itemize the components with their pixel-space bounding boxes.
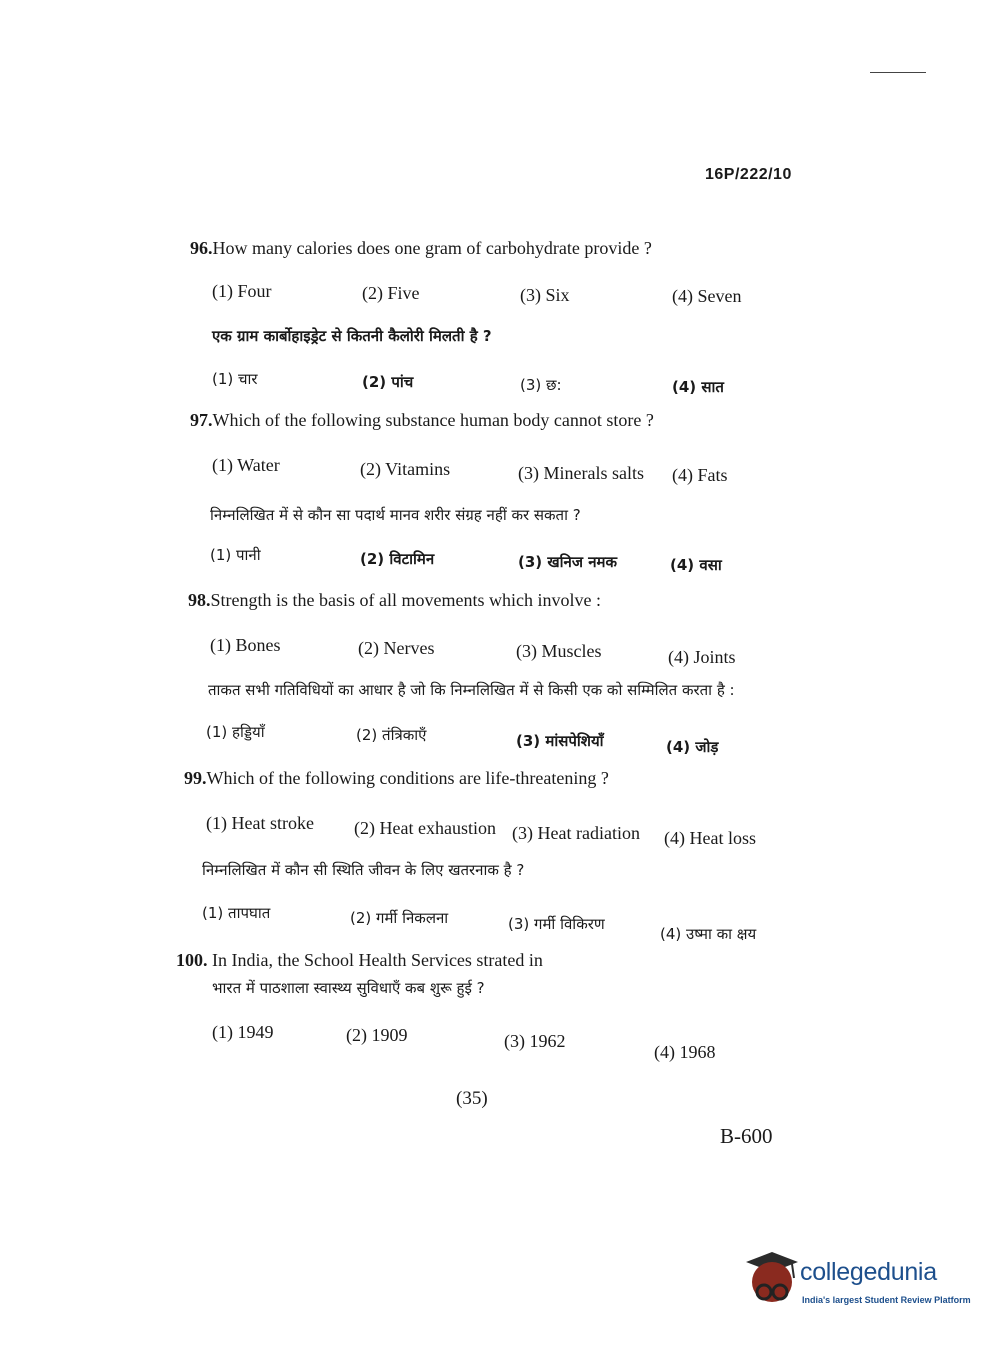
option: (3) Heat radiation (512, 823, 640, 843)
option: (2) Nerves (358, 638, 435, 658)
hindi-option: (3) गर्मी विकिरण (508, 915, 605, 933)
hindi-option: (1) हड्डियाँ (206, 723, 265, 741)
hindi-option: (4) सात (672, 378, 724, 396)
hindi-option: (4) उष्मा का क्षय (660, 925, 757, 943)
option: (2) Five (362, 283, 420, 303)
question-number: 97. (190, 410, 213, 430)
question-text: Strength is the basis of all movements which involve : (210, 590, 601, 610)
option: (3) 1962 (504, 1031, 566, 1051)
hindi-question: निम्नलिखित में कौन सी स्थिति जीवन के लिए खतरनाक है ? (202, 861, 525, 879)
option: (1) Heat stroke (206, 813, 314, 833)
option: (1) 1949 (212, 1022, 274, 1042)
question-99 (184, 768, 609, 789)
option: (4) Seven (672, 286, 742, 306)
option: (3) Minerals salts (518, 463, 644, 483)
hindi-question: एक ग्राम कार्बोहाइड्रेट से कितनी कैलोरी मिलती है ? (212, 327, 492, 345)
question-98 (188, 590, 601, 611)
hindi-option: (3) मांसपेशियाँ (516, 732, 604, 750)
question-number: 99. (184, 768, 207, 788)
hindi-option: (1) तापघात (202, 904, 271, 922)
option: (2) Heat exhaustion (354, 818, 496, 838)
hindi-option: (3) छ: (520, 376, 562, 394)
watermark-tagline: India's largest Student Review Platform (802, 1295, 971, 1305)
question-97 (190, 410, 654, 431)
option: (3) Muscles (516, 641, 602, 661)
option: (1) Bones (210, 635, 281, 655)
option: (2) Vitamins (360, 459, 451, 479)
question-number: 98. (188, 590, 211, 610)
hindi-question: निम्नलिखित में से कौन सा पदार्थ मानव शरीर संग्रह नहीं कर सकता ? (210, 506, 581, 524)
page-number: (35) (456, 1088, 488, 1109)
option: (1) Four (212, 281, 272, 301)
hindi-option: (1) चार (212, 370, 258, 388)
paper-code: 16P/222/10 (705, 166, 792, 183)
hindi-option: (2) तंत्रिकाएँ (356, 726, 427, 744)
question-text: Which of the following conditions are life-threatening ? (206, 768, 609, 788)
hindi-option: (4) जोड़ (666, 738, 719, 756)
hindi-question: भारत में पाठशाला स्वास्थ्य सुविधाएँ कब शुरू हुई ? (212, 979, 485, 997)
watermark-brand: collegedunia (800, 1258, 937, 1286)
option: (4) Joints (668, 647, 736, 667)
question-text: How many calories does one gram of carbohydrate provide ? (212, 238, 652, 258)
question-96 (190, 238, 652, 259)
hindi-option: (3) खनिज नमक (518, 553, 618, 571)
option: (4) Heat loss (664, 828, 756, 848)
header-rule (870, 72, 926, 73)
hindi-option: (2) पांच (362, 373, 414, 391)
booklet-code: B-600 (720, 1124, 773, 1148)
option: (4) Fats (672, 465, 728, 485)
question-text: Which of the following substance human body cannot store ? (212, 410, 654, 430)
option: (2) 1909 (346, 1025, 408, 1045)
question-number: 100. (176, 950, 208, 970)
hindi-question: ताकत सभी गतिविधियों का आधार है जो कि निम्नलिखित में से किसी एक को सम्मिलित करता है : (208, 681, 735, 699)
option: (4) 1968 (654, 1042, 716, 1062)
hindi-option: (4) वसा (670, 556, 722, 574)
hindi-option: (1) पानी (210, 546, 261, 564)
option: (1) Water (212, 455, 280, 475)
option: (3) Six (520, 285, 570, 305)
hindi-option: (2) गर्मी निकलना (350, 909, 449, 927)
hindi-option: (2) विटामिन (360, 550, 435, 568)
question-100 (176, 950, 543, 971)
question-number: 96. (190, 238, 213, 258)
question-text: In India, the School Health Services strated in (212, 950, 543, 970)
